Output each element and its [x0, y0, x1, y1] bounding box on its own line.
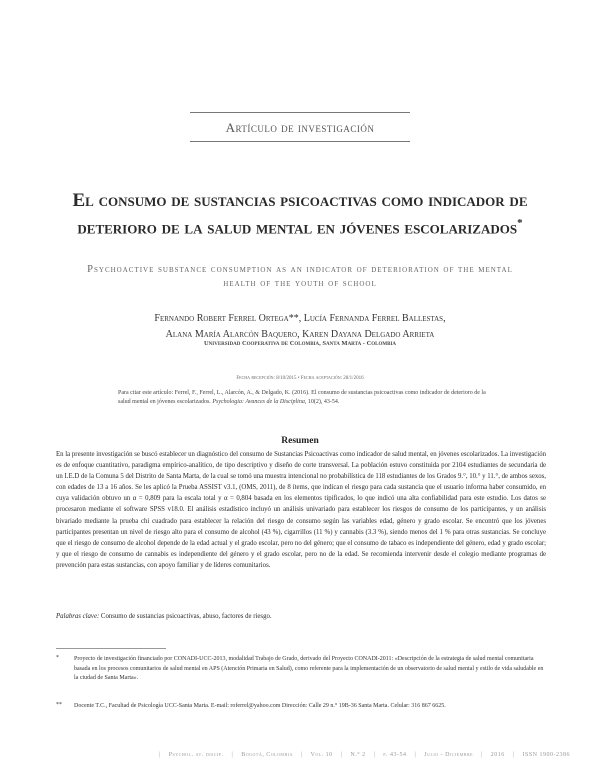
footer-year: 2016 [490, 752, 505, 758]
citation [118, 389, 498, 407]
footnote-rule [56, 648, 166, 649]
footnote-1-mark: * [56, 655, 59, 661]
footer-period: Julio - Diciembre [424, 752, 474, 758]
footer-sep: | [300, 752, 303, 758]
page-footer [40, 752, 570, 758]
article-title-text: El consumo de sustancias psicoactivas como indicador de deterioro de la salud mental en jóvenes escolarizados [72, 190, 528, 239]
title-footnote-mark: * [517, 217, 523, 229]
citation-lead: Para citar este artículo: Ferrel, F., Ferrel, L., Alarcón, A., & Delgado, K. (2016). El consumo de sustancias psicoactivas como indicador de deterioro de la salud mental en jóvenes escolarizados. [118, 390, 486, 405]
section-rule-bottom [190, 141, 410, 142]
footer-sep: | [340, 752, 343, 758]
section-label: Artículo de investigación [225, 120, 375, 135]
citation-journal: Psychologia: Avances de la Disciplina [212, 399, 305, 405]
footer-sep: | [373, 752, 376, 758]
dates: Fecha recepción: 8/10/2015 • Fecha aceptación: 28/1/2016 [236, 376, 364, 381]
authors-line-2: Alana María Alarcón Baquero, Karen Dayana Delgado Arrieta [165, 329, 435, 340]
abstract-text: En la presente investigación se buscó establecer un diagnóstico del consumo de Sustancias Psicoactivas como indicador de salud mental, en jóvenes escolarizados. La investigación es de enfoque cuantitativo, paradigma empírico-analítico, de tipo descriptivo y diseño de corte transversal. La población estuvo constituida por 2104 estudiantes de secundaria de un I.E.D de la Comuna 5 del Distrito de Santa Marta, de la cual se tomó una muestra intencional no probabilística de 118 estudiantes de los Grados 9.°, 10.° y 11.°, de ambos sexos, con edades de 13 a 16 años. Se les aplicó la Prueba ASSIST v3.1, (OMS, 2011), de 8 ítems, que indican el riesgo para cada sustancia que el usuario informa haber consumido, en cuya validación obtuvo un α = 0,809 para la escala total y α = 0,804 basada en los elementos tipificados, lo que indicó una alta confiabilidad para este estudio. Los datos se procesaron mediante el software SPSS v18.0. El análisis estadístico incluyó un análisis univariado para establecer los riesgos de consumo de los participantes, y un análisis bivariado mediante la prueba chi cuadrado para establecer la relación del riesgo de consumo según las variables edad, género y grado escolar. Se encontró que los jóvenes participantes presentan un nivel de riesgo alto para el consumo de alcohol (43 %), cigarrillos (11 %) y cannabis (3.3 %), siendo menos del 1 % para otras sustancias. Se concluye que el riesgo de consumo de alcohol depende de la edad actual y el grado escolar, pero no del género; que el consumo de tabaco es independiente del género, edad y grado escolar; y que el riesgo de consumo de cannabis es independiente del género y el grado escolar, pero no de la edad. Se recomienda intervenir desde el colegio mediante programas de prevención para estas sustancias, con apoyo familiar y de líderes comunitarios. [56, 451, 546, 569]
footer-city: Bogotá, Colombia [241, 752, 293, 758]
footer-number: N.° 2 [350, 752, 366, 758]
article-title [60, 190, 540, 239]
authors [60, 311, 540, 343]
abstract-title: Resumen [281, 436, 319, 446]
footnote-2-mark: ** [56, 702, 62, 708]
section-rule-top [190, 112, 410, 113]
footer-sep: | [481, 752, 483, 758]
affiliation: Universidad Cooperativa de Colombia, Santa Marta - Colombia [203, 340, 397, 347]
footnote-2-text: Docente T.C., Facultad de Psicología UCC-Santa Marta. E-mail: roferrel@yahoo.com Dirección: Calle 29 n.° 19B-36 Santa Marta. Celular: 316 867 6625. [74, 703, 446, 709]
footer-sep: | [414, 752, 417, 758]
footer-volume: Vol. 10 [310, 752, 333, 758]
footer-issn: ISSN 1900-2386 [522, 752, 570, 758]
keywords-text: Consumo de sustancias psicoactivas, abuso, factores de riesgo. [99, 613, 272, 620]
footer-sep: | [512, 752, 515, 758]
footer-journal: Psychol. av. discip. [168, 752, 224, 758]
english-title: Psychoactive substance consumption as an indicator of deterioration of the mental health of the youth of school [87, 264, 513, 289]
footnote-1-text: Proyecto de investigación financiado por CONADI-UCC-2013, modalidad Trabajo de Grado, derivado del Proyecto CONADI-2011: «Descripción de la estrategia de salud mental comunitaria basada en los procesos comunitarios de salud mental en APS (Atención Primaria en Salud), como referente para la implementación de un observatorio de salud mental y estilo de vida saludable en la ciudad de Santa Marta». [74, 656, 544, 681]
keywords [56, 612, 546, 622]
footer-sep: | [231, 752, 234, 758]
keywords-label: Palabras clave: [56, 613, 100, 620]
citation-tail: , 10(2), 43-54. [304, 399, 340, 405]
footer-sep: | [159, 752, 161, 758]
footer-pages: p. 43-54 [383, 752, 407, 758]
authors-line-1: Fernando Robert Ferrel Ortega**, Lucía Fernanda Ferrel Ballestas, [154, 313, 446, 324]
